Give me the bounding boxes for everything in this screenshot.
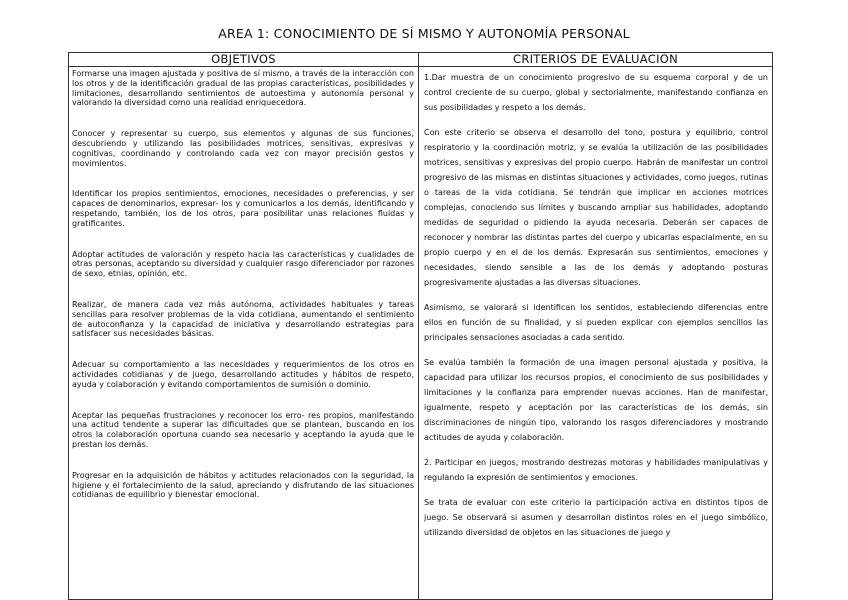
- objetivo-paragraph: Realizar, de manera cada vez más autónoma, actividades habituales y tareas sencillas para resolver problemas de la vida cotidiana, aumentando el sentimiento de autoconfianza y la capacidad de iniciativa y desarrollando estrategias para satisfacer sus necesidades básicas.: [72, 299, 414, 339]
- header-criterios: CRITERIOS DE EVALUACIÓN: [419, 53, 773, 67]
- objetivo-paragraph: Conocer y representar su cuerpo, sus elementos y algunas de sus funciones, descubriendo y utilizando las posibilidades motrices, sensitivas, expresivas y cognitivas, coordinando y controlando cada vez con mayor precisión gestos y movimientos.: [72, 129, 414, 168]
- criterio-paragraph: 1.Dar muestra de un conocimiento progresivo de su esquema corporal y de un control creciente de su cuerpo, global y sectorialmente, manifestando confianza en sus posibilidades y respeto a los demás.: [424, 73, 768, 112]
- objectives-criteria-table: [68, 52, 773, 600]
- criterios-cell: [419, 67, 773, 600]
- criterio-paragraph: 2. Participar en juegos, mostrando destrezas motoras y habilidades manipulativas y regulando la expresión de sentimientos y emociones.: [424, 458, 768, 482]
- objetivo-paragraph: Progresar en la adquisición de hábitos y actitudes relacionados con la seguridad, la higiene y el fortalecimiento de la salud, apreciando y disfrutando de las situaciones cotidianas de equilibrio y bienestar emocional.: [72, 470, 414, 500]
- criterio-paragraph: Con este criterio se observa el desarrollo del tono, postura y equilibrio, control respiratorio y la coordinación motriz, y se evalúa la utilización de las posibilidades motrices, sensitivas y expresivas del propio cuerpo. Habrán de manifestar un control progresivo de las mismas en distintas situaciones y actividades, como juegos, rutinas o tareas de la vida cotidiana. Se tendrán que implicar en acciones motrices complejas, conociendo sus límites y buscando ampliar sus habilidades, adoptando medidas de seguridad o pidiendo la ayuda necesaria. Deberán ser capaces de reconocer y nombrar las distintas partes del cuerpo y ubicarlas espacialmente, en su propio cuerpo y en el de los demás. Expresarán sus sentimientos, emociones y necesidades, siendo sensible a las de los demás y adoptando posturas progresivamente ajustadas a las diversas situaciones.: [424, 128, 768, 287]
- objetivo-paragraph: Adecuar su comportamiento a las necesidades y requerimientos de los otros en actividades cotidianas y de juego, desarrollando actitudes y hábitos de respeto, ayuda y colaboración y evitando comportamientos de sumisión o dominio.: [72, 360, 414, 389]
- criterio-paragraph: Asimismo, se valorará si identifican los sentidos, estableciendo diferencias entre ellos en función de su finalidad, y si pueden explicar con ejemplos sencillos las principales sensaciones asociadas a cada sentido.: [424, 303, 768, 342]
- table-header-row: [69, 53, 773, 67]
- criterio-paragraph: Se evalúa también la formación de una imagen personal ajustada y positiva, la capacidad para utilizar los recursos propios, el conocimiento de sus posibilidades y limitaciones y la confianza para emprender nuevas acciones. Han de manifestar, igualmente, respeto y aceptación por las características de los demás, sin discriminaciones de ningún tipo, valorando los rasgos diferenciadores y mostrando actitudes de ayuda y colaboración.: [424, 358, 768, 442]
- objetivos-cell: [69, 67, 419, 600]
- objetivo-paragraph: Identificar los propios sentimientos, emociones, necesidades o preferencias, y ser capaces de denominarlos, expresar- los y comunicarlos a los demás, identificando y respetando, también, los de los otros, para posibilitar unas relaciones fluidas y gratificantes.: [72, 189, 414, 228]
- objetivo-paragraph: Aceptar las pequeñas frustraciones y reconocer los erro- res propios, manifestando una actitud tendente a superar las dificultades que se plantean, buscando en los otros la colaboración oportuna cuando sea necesario y aceptando la ayuda que le prestan los demás.: [72, 410, 414, 449]
- table-body-row: [69, 67, 773, 600]
- criterio-paragraph: Se trata de evaluar con este criterio la participación activa en distintos tipos de juego. Se observará si asumen y desarrollan distintos roles en el juego simbólico, utilizando diversidad de objetos en las situaciones de juego y: [424, 498, 768, 537]
- objetivo-paragraph: Adoptar actitudes de valoración y respeto hacia las características y cualidades de otras personas, aceptando su diversidad y cualquier rasgo diferenciador por razones de sexo, etnias, opinión, etc.: [72, 249, 414, 279]
- page-title: AREA 1: CONOCIMIENTO DE SÍ MISMO Y AUTONOMÍA PERSONAL: [218, 26, 630, 41]
- objetivo-paragraph: Formarse una imagen ajustada y positiva de sí mismo, a través de la interacción con los otros y de la identificación gradual de las propias características, posibilidades y limitaciones, desarrollando sentimientos de autoestima y autonomía personal y valorando la diversidad como una realidad enriquecedora.: [72, 69, 414, 108]
- header-objetivos: OBJETIVOS: [69, 53, 419, 67]
